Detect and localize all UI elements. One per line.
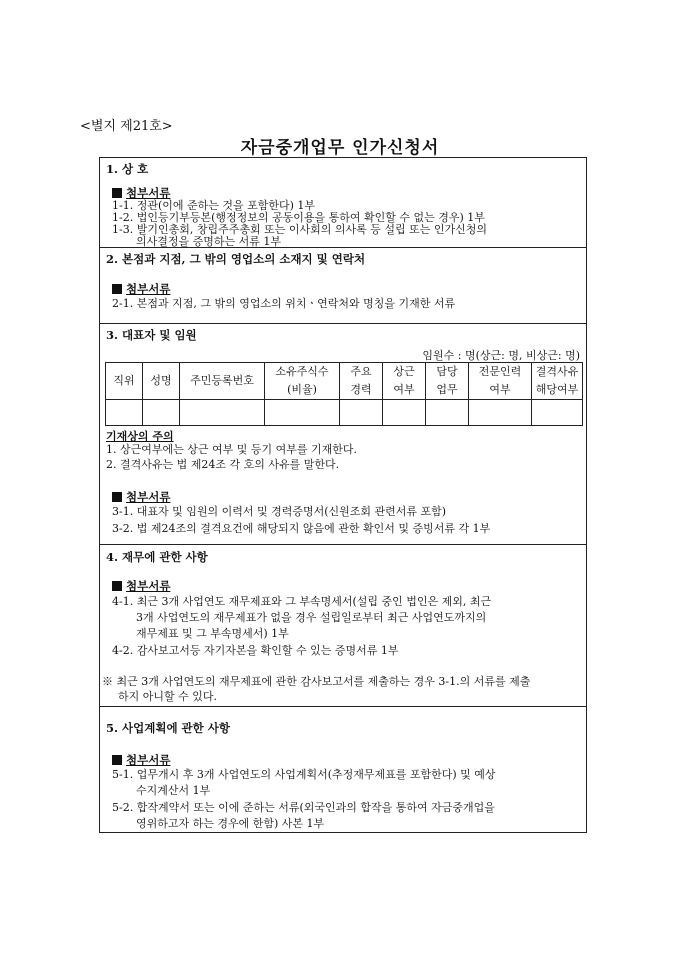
note-item: 1. 상근여부에는 상근 여부 및 등기 여부를 기재한다. (106, 443, 357, 456)
table-cell[interactable] (340, 400, 383, 426)
section-2-item: 2-1. 본점과 지점, 그 밖의 영업소의 위치ㆍ연락처와 명칭을 기재한 서류 (112, 297, 456, 310)
table-cell[interactable] (532, 400, 583, 426)
section-3-attachments-heading: 첨부서류 (112, 489, 170, 505)
header-name: 성명 (143, 363, 180, 400)
header-duty: 담당 업무 (426, 363, 469, 400)
application-form (99, 157, 587, 833)
section-3-item: 3-2. 법 제24조의 결격요건에 해당되지 않음에 관한 확인서 및 증빙서류 각 1부 (112, 522, 491, 535)
section-2-attachments-heading: 첨부서류 (112, 281, 170, 297)
section-2-title: 2. 본점과 지점, 그 밖의 영업소의 소재지 및 연락처 (106, 252, 366, 266)
table-cell[interactable] (106, 400, 143, 426)
header-shares: 소유주식수 (비율) (265, 363, 340, 400)
section-5-attachments-heading: 첨부서류 (112, 752, 170, 768)
section-5-item-cont: 수지계산서 1부 (136, 784, 211, 797)
table-cell[interactable] (383, 400, 426, 426)
section-4-attachments-heading: 첨부서류 (112, 578, 170, 594)
section-5-item-cont: 영위하고자 하는 경우에 한함) 사본 1부 (136, 817, 325, 830)
square-bullet-icon (112, 284, 122, 294)
header-disqualification: 결격사유 해당여부 (532, 363, 583, 400)
table-cell[interactable] (469, 400, 532, 426)
section-4-remark: ※ 최근 3개 사업연도의 재무제표에 관한 감사보고서를 제출하는 경우 3-1.의 서류를 제출 (102, 675, 531, 688)
section-1-title: 1. 상 호 (106, 162, 149, 176)
header-resident-number: 주민등록번호 (180, 363, 265, 400)
section-1-item: 1-3. 발기인총회, 창립주주총회 또는 이사회의 의사록 등 설립 또는 인가신청의 (112, 223, 487, 236)
divider (100, 247, 586, 248)
header-expert: 전문인력 여부 (469, 363, 532, 400)
divider (100, 706, 586, 707)
header-position: 직위 (106, 363, 143, 400)
square-bullet-icon (112, 188, 122, 198)
table-cell[interactable] (143, 400, 180, 426)
table-cell[interactable] (180, 400, 265, 426)
document-title: 자금중개업무 인가신청서 (240, 138, 440, 158)
officer-count: 임원수 : 명(상근: 명, 비상근: 명) (422, 349, 580, 362)
section-4-item-cont: 3개 사업연도의 재무제표가 없을 경우 설립일로부터 최근 사업연도까지의 (136, 611, 487, 624)
officers-table (105, 362, 583, 426)
table-row (106, 400, 583, 426)
divider (100, 323, 586, 324)
section-4-title: 4. 재무에 관한 사항 (106, 550, 208, 564)
section-4-remark-cont: 하지 아니할 수 있다. (118, 690, 217, 703)
section-4-item-cont: 재무제표 및 그 부속명세서) 1부 (136, 627, 289, 640)
section-1-item-cont: 의사결정을 증명하는 서류 1부 (136, 235, 281, 248)
note-item: 2. 결격사유는 법 제24조 각 호의 사유를 말한다. (106, 458, 340, 471)
header-fulltime: 상근 여부 (383, 363, 426, 400)
section-1-item: 1-2. 법인등기부등본(행정정보의 공동이용을 통하여 확인할 수 없는 경우) 1부 (112, 211, 485, 224)
section-5-item: 5-2. 합작계약서 또는 이에 준하는 서류(외국인과의 합작을 통하여 자금중개업을 (112, 801, 495, 814)
section-4-item: 4-2. 감사보고서등 자기자본을 확인할 수 있는 증명서류 1부 (112, 644, 399, 657)
table-cell[interactable] (426, 400, 469, 426)
divider (100, 544, 586, 545)
section-3-item: 3-1. 대표자 및 임원의 이력서 및 경력증명서(신원조회 관련서류 포함) (112, 505, 447, 518)
section-1-attachments-heading: 첨부서류 (112, 185, 170, 201)
notes-heading: 기재상의 주의 (106, 430, 174, 443)
table-cell[interactable] (265, 400, 340, 426)
table-header-row (106, 363, 583, 400)
square-bullet-icon (112, 492, 122, 502)
header-career: 주요 경력 (340, 363, 383, 400)
square-bullet-icon (112, 755, 122, 765)
form-number: <별지 제21호> (80, 119, 173, 134)
square-bullet-icon (112, 581, 122, 591)
section-5-item: 5-1. 업무개시 후 3개 사업연도의 사업계획서(추정재무제표를 포함한다) 및 예상 (112, 768, 496, 781)
section-5-title: 5. 사업계획에 관한 사항 (106, 721, 230, 735)
section-3-title: 3. 대표자 및 임원 (106, 328, 197, 342)
section-4-item: 4-1. 최근 3개 사업연도 재무제표와 그 부속명세서(설립 중인 법인은 제외, 최근 (112, 595, 492, 608)
section-1-item: 1-1. 정관(이에 준하는 것을 포함한다) 1부 (112, 199, 316, 212)
